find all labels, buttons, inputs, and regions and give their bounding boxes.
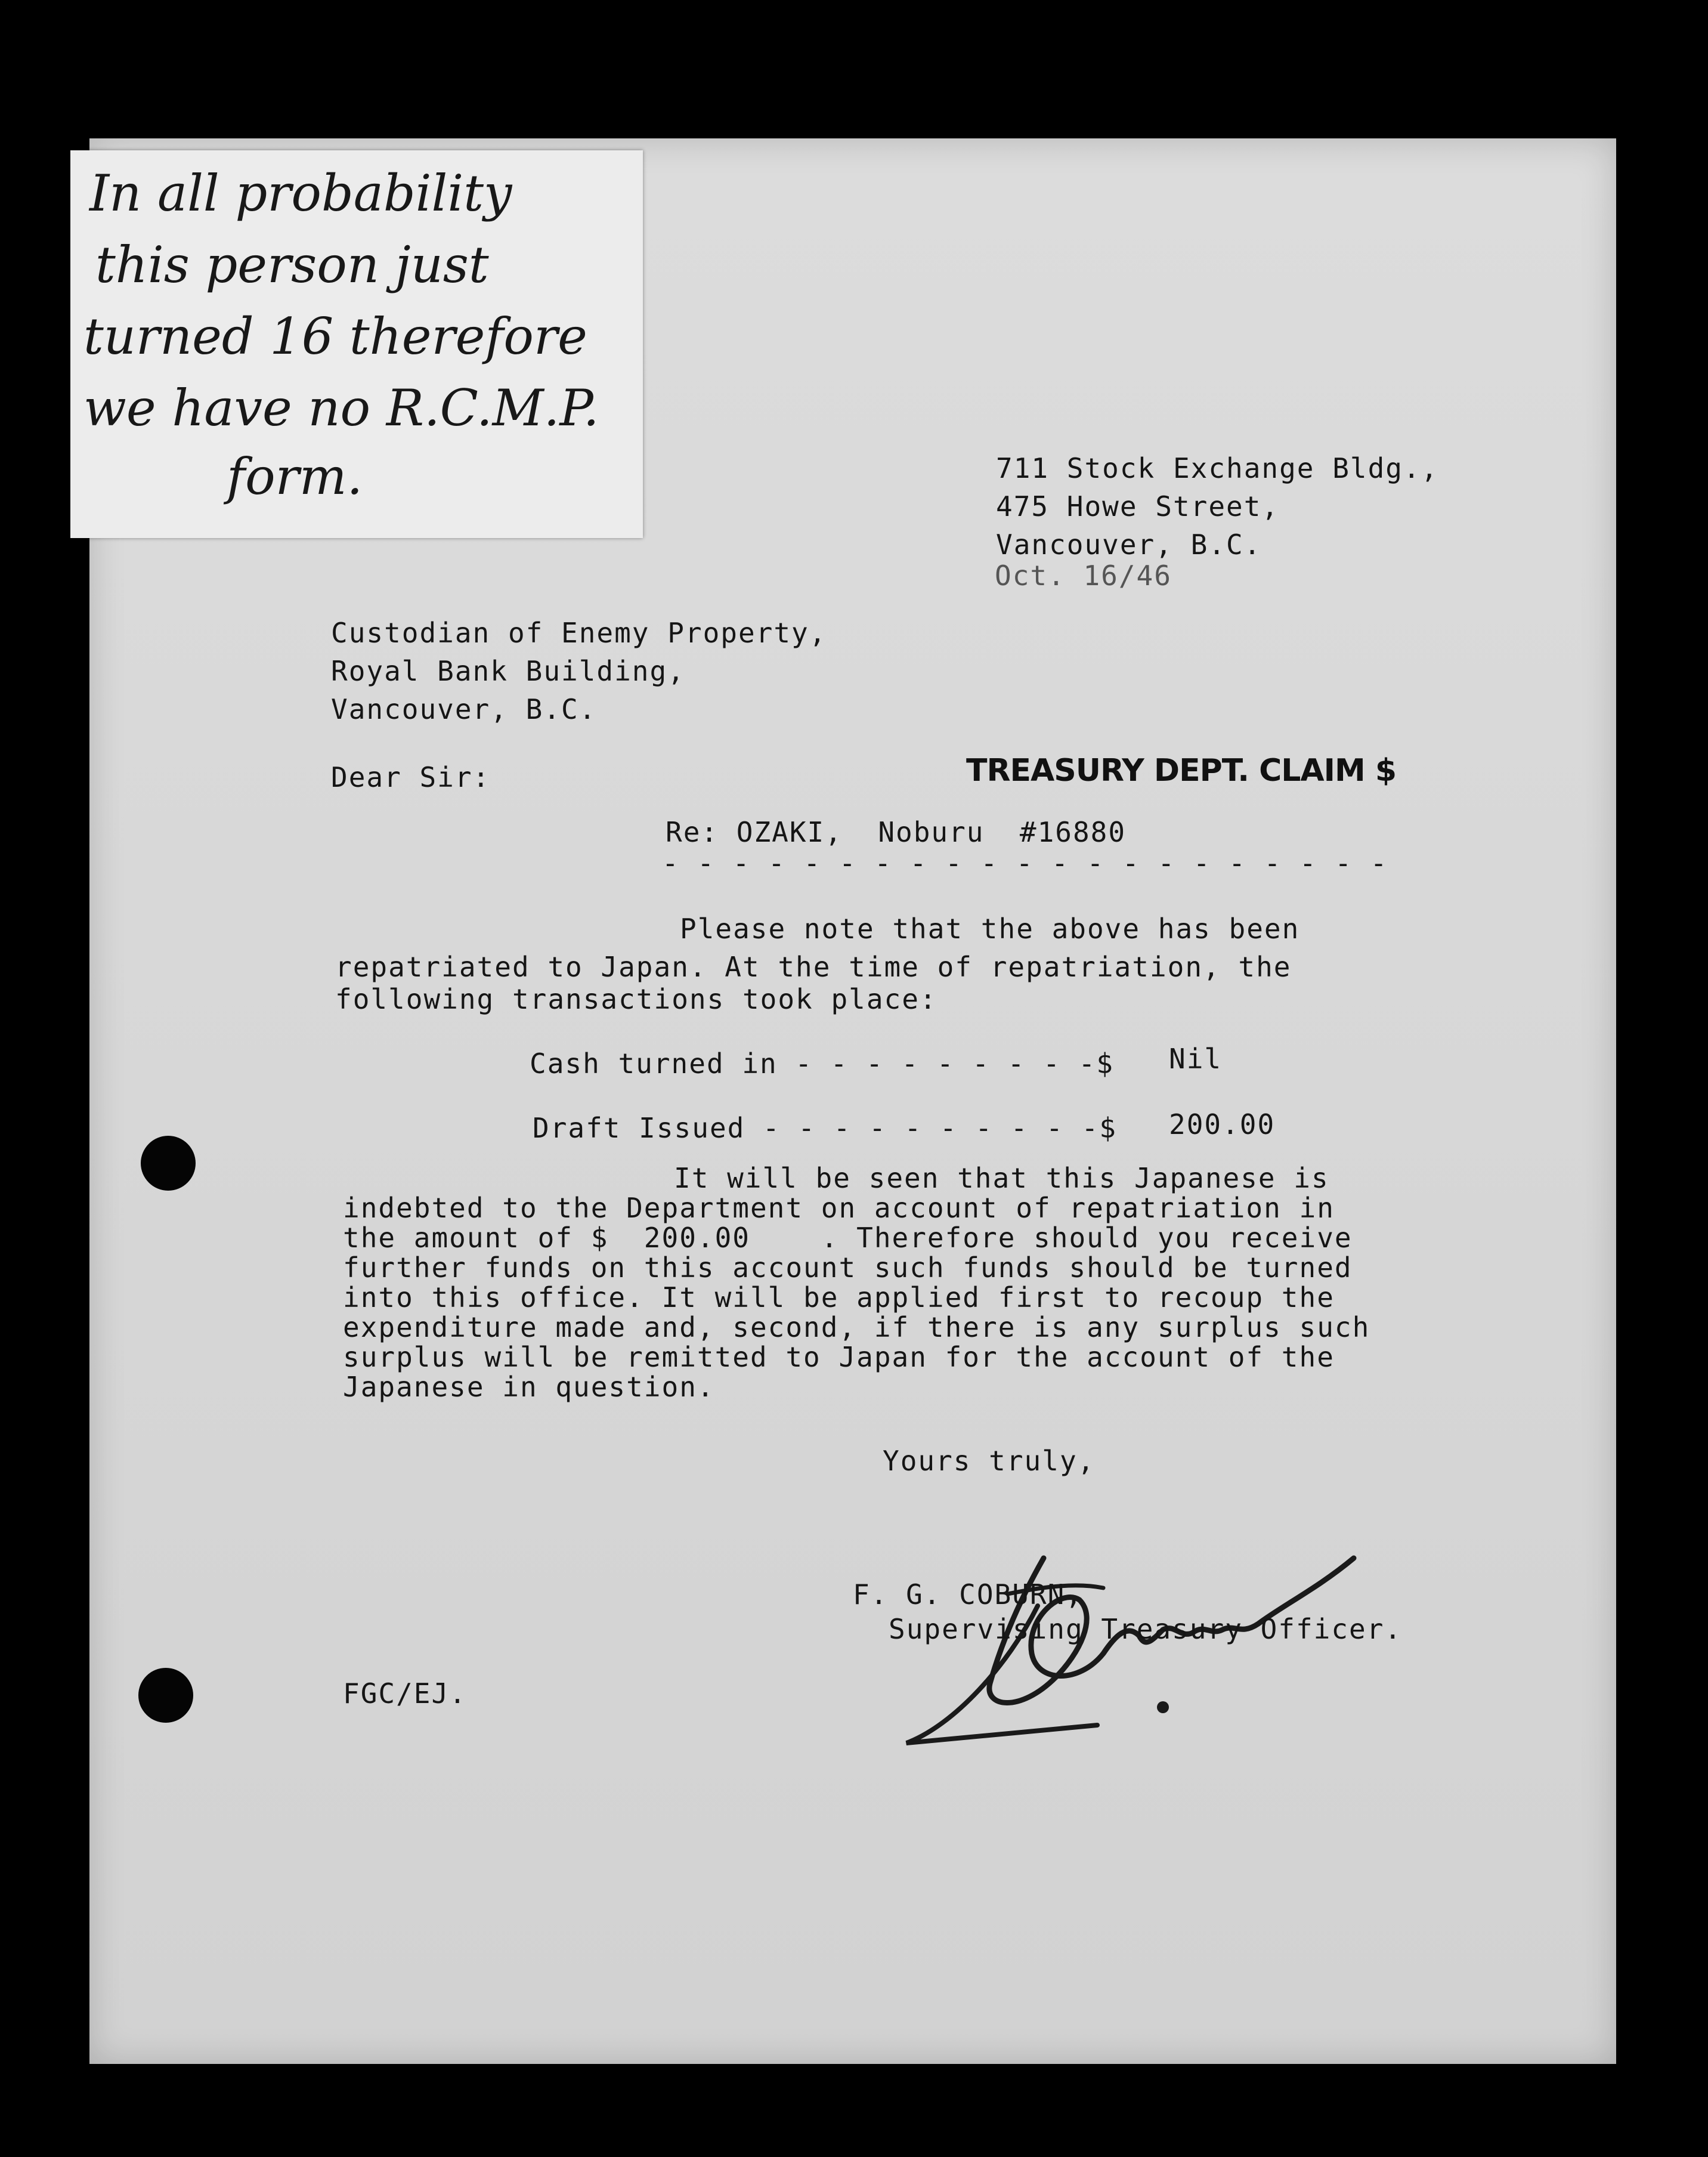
valediction: Yours truly, bbox=[883, 1445, 1096, 1477]
sender-address-line1: 711 Stock Exchange Bldg., bbox=[996, 452, 1439, 484]
sender-address-line2: 475 Howe Street, bbox=[996, 490, 1280, 523]
binder-hole-top bbox=[141, 1136, 196, 1191]
transaction-draft-label: Draft Issued - - - - - - - - - -$ bbox=[533, 1112, 1117, 1144]
transaction-draft-value: 200.00 bbox=[1169, 1108, 1276, 1141]
sender-address-line3: Vancouver, B.C. bbox=[996, 529, 1262, 561]
salutation: Dear Sir: bbox=[331, 761, 491, 793]
subject-line: Re: OZAKI, Noburu #16880 bbox=[666, 816, 1127, 848]
body-para2-line1: It will be seen that this Japanese is bbox=[674, 1162, 1329, 1194]
note-line1: In all probability bbox=[89, 164, 512, 223]
note-line4: we have no R.C.M.P. bbox=[83, 379, 599, 437]
treasury-claim-stamp: TREASURY DEPT. CLAIM $ bbox=[966, 753, 1397, 789]
body-para1-line3: following transactions took place: bbox=[335, 983, 937, 1015]
body-para2-line6: expenditure made and, second, if there is any surplus such bbox=[343, 1311, 1370, 1343]
body-para2-line2: indebted to the Department on account of repatriation in bbox=[343, 1192, 1335, 1224]
recipient-line2: Royal Bank Building, bbox=[331, 655, 685, 687]
note-line2: this person just bbox=[95, 236, 489, 294]
binder-hole-bottom bbox=[138, 1668, 193, 1723]
body-para2-line3: the amount of $ 200.00 . Therefore should you receive bbox=[343, 1222, 1353, 1254]
body-para2-line4: further funds on this account such funds should be turned bbox=[343, 1251, 1353, 1284]
body-para1-line2: repatriated to Japan. At the time of repatriation, the bbox=[335, 951, 1292, 983]
body-para2-line8: Japanese in question. bbox=[343, 1371, 715, 1403]
body-para1-line1: Please note that the above has been bbox=[680, 913, 1300, 945]
note-line5: form. bbox=[227, 447, 363, 506]
recipient-line3: Vancouver, B.C. bbox=[331, 693, 597, 725]
handwritten-note bbox=[70, 150, 643, 538]
subject-rule: - - - - - - - - - - - - - - - - - - - - - bbox=[662, 847, 1388, 879]
transaction-cash-value: Nil bbox=[1169, 1043, 1223, 1075]
letter-date: Oct. 16/46 bbox=[995, 560, 1172, 592]
recipient-line1: Custodian of Enemy Property, bbox=[331, 617, 827, 649]
handwritten-signature bbox=[901, 1534, 1437, 1785]
body-para2-line5: into this office. It will be applied first to recoup the bbox=[343, 1281, 1335, 1314]
transaction-cash-label: Cash turned in - - - - - - - - -$ bbox=[530, 1047, 1114, 1080]
signatory-title: Supervising Treasury Officer. bbox=[889, 1613, 1403, 1645]
note-line3: turned 16 therefore bbox=[83, 307, 587, 366]
reference-initials: FGC/EJ. bbox=[343, 1677, 467, 1710]
signatory-name: F. G. COBURN, bbox=[853, 1578, 1084, 1611]
body-para2-line7: surplus will be remitted to Japan for the account of the bbox=[343, 1341, 1335, 1373]
